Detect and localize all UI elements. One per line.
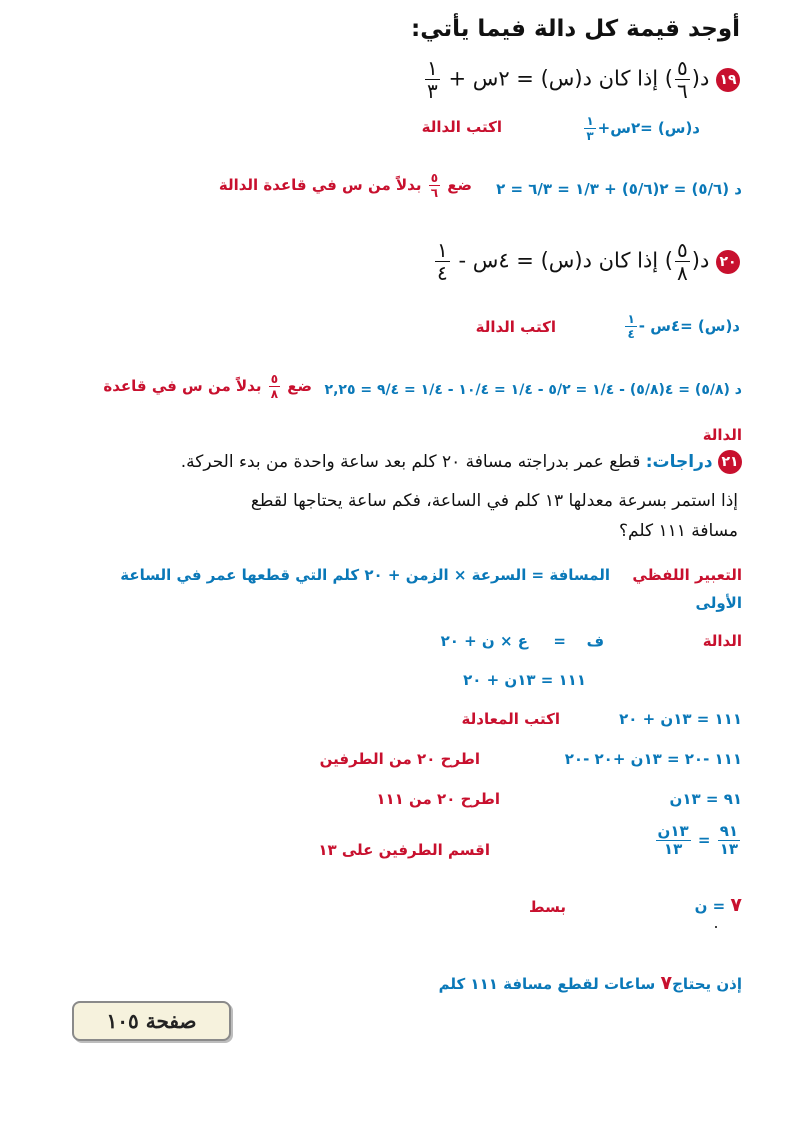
verbal-expression-label: التعبير اللفظي (632, 566, 742, 584)
simplify-label: بسط (529, 898, 566, 916)
verbal-expression-text: المسافة = السرعة × الزمن + ٢٠ كلم التي قطعها عمر في الساعة (120, 566, 610, 584)
verbal-expression-wrap: الأولى (695, 594, 742, 612)
q20-write-label: اكتب الدالة (475, 318, 556, 336)
q19-badge: ١٩ (716, 68, 740, 92)
function-label: الدالة (702, 632, 742, 650)
divide-step-label: اقسم الطرفين على ١٣ (318, 841, 490, 859)
q20-write-function: د(س) =٤س - $\frac{١}{٤}$ (627, 312, 740, 341)
result-step-label: اطرح ٢٠ من ١١١ (376, 790, 500, 808)
function-eq: = (553, 632, 566, 650)
subtract-step-label: اطرح ٢٠ من الطرفين (319, 750, 480, 768)
q20-tail-fraction: $\frac{١}{٤}$ (437, 238, 448, 285)
page-number-badge: صفحة ١٠٥ (72, 1001, 231, 1041)
function-rhs: ع × ن + ٢٠ (440, 632, 528, 650)
equation-line: ١١١ = ١٣ن + ٢٠ (463, 671, 586, 689)
q19-fraction: $\frac{٥}{٦}$ (677, 56, 688, 103)
q19-statement: ١٩ د( $\frac{٥}{٦}$ ) إذا كان د(س) = ٢س + $\frac{١}{٣}$ (423, 58, 740, 101)
q19-evaluation: د (٥/٦) = ٢(٥/٦) + ١/٣ = ٦/٣ = ٢ (496, 180, 742, 198)
q21-line2: إذا استمر بسرعة معدلها ١٣ كلم في الساعة، فكم ساعة يحتاجها لقطع (250, 491, 738, 511)
stray-dot (715, 926, 717, 928)
result-step: ٩١ = ١٣ن (669, 790, 742, 808)
q21-line3: مسافة ١١١ كلم؟ (619, 521, 738, 541)
q19-substitute-label: ضع $\frac{٥}{٦}$ بدلاً من س في قاعدة الدالة (218, 171, 472, 200)
q19-write-label: اكتب الدالة (421, 118, 502, 136)
q19-write-function: د(س) =٢س+ $\frac{١}{٣}$ (586, 114, 700, 143)
q20-fraction: $\frac{٥}{٨}$ (677, 238, 688, 285)
page-heading: أوجد قيمة كل دالة فيما يأتي: (411, 16, 740, 42)
q20-substitute-label-wrap: الدالة (702, 426, 742, 444)
q21-badge: ٢١ (718, 450, 742, 474)
function-lhs: ف (586, 632, 604, 650)
q21-line1: ٢١ دراجات: قطع عمر بدراجته مسافة ٢٠ كلم بعد ساعة واحدة من بدء الحركة. (181, 450, 742, 474)
q20-substitute-label: ضع $\frac{٥}{٨}$ بدلاً من س في قاعدة (103, 372, 312, 401)
q19-tail-fraction: $\frac{١}{٣}$ (427, 56, 438, 103)
subtract-step: ١١١ -٢٠ = ١٣ن +٢٠ -٢٠ (564, 750, 742, 768)
q20-evaluation: د (٥/٨) = ٤(٥/٨) - ١/٤ = ٥/٢ - ١/٤ = ١٠/٤ - ١/٤ = ٩/٤ = ٢,٢٥ (324, 382, 742, 398)
q20-badge: ٢٠ (716, 250, 740, 274)
answer-line: ٧ = ن (694, 894, 742, 916)
write-equation-label: اكتب المعادلة (461, 710, 560, 728)
divide-step: $\frac{٩١}{١٣}$ = $\frac{\text{١٣ن}}{١٣}$ (657, 822, 738, 858)
q21-title: دراجات: (645, 452, 713, 472)
write-equation: ١١١ = ١٣ن + ٢٠ (619, 710, 742, 728)
q20-statement: ٢٠ د( $\frac{٥}{٨}$ ) إذا كان د(س) = ٤س - $\frac{١}{٤}$ (433, 240, 740, 283)
conclusion: إذن يحتاج٧ ساعات لقطع مسافة ١١١ كلم (438, 972, 742, 994)
